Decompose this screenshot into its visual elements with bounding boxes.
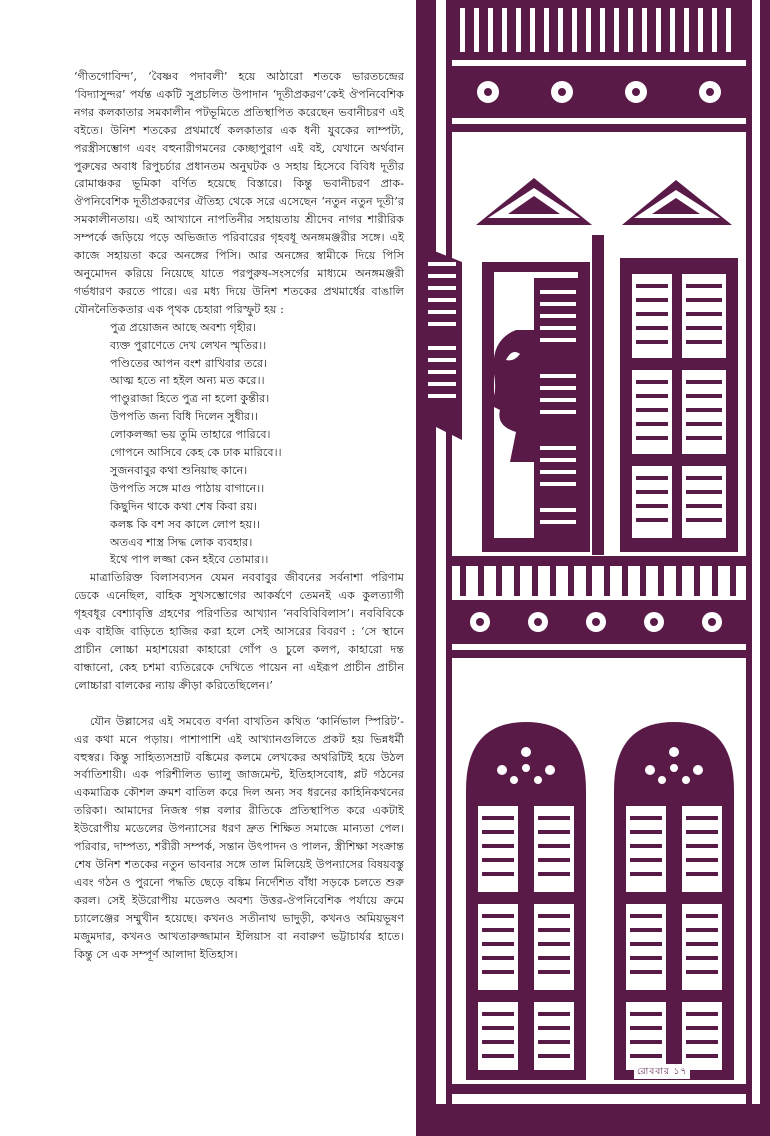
- poem-line: পাণ্ডুরাজা হিতে পুত্র না হলো কুন্তীর।: [110, 392, 270, 406]
- poem-line: কিছুদিন থাকে কথা শেষ কিবা রয়।: [110, 499, 258, 513]
- page-folio: রোববার ১৭: [634, 1064, 690, 1079]
- poem-line: গোপনে আসিবে কেহ কে ঢাক মারিবে।।: [110, 446, 282, 460]
- facade-left-edge: [416, 0, 436, 1136]
- poem-line: অতএব শাস্ত্র সিদ্ধ লোক ব্যবহার।: [110, 535, 253, 549]
- poem-line: পুত্র প্রয়োজন আছে অবশ্য গৃহীর।: [110, 320, 257, 334]
- poem-line: ব্যক্ত পুরাণেতে দেখ লেখন স্মৃতির।।: [110, 338, 267, 352]
- poem-line: লোকলজ্জা ভয় তুমি তাহারে পারিবে।: [110, 428, 271, 442]
- article-text-column: [74, 68, 404, 963]
- balcony-rail: [452, 556, 746, 566]
- poem-block: [110, 319, 404, 570]
- poem-line: সুজনবাবুর কথা শুনিয়াছ কানে।: [110, 463, 248, 477]
- poem-line: উপপতি জন্য বিধি দিলেন সুধীর।।: [110, 410, 259, 424]
- facade-right-edge: [760, 0, 770, 1136]
- article-paragraph-3: যৌন উল্লাসের এই সমবেত বর্ণনা বাখতিন কথিত ‘কার্নিভাল স্পিরিট’-এর কথা মনে পড়ায়। পাশাপাশি এই আখ্যানগুলিতে প্রকট হয় ভিন্নধর্মী বহুস্বর। কিন্তু সাহিত্যসম্রাট বঙ্কিমের কলমে লেখকের অথরিটিই হয়ে উঠল সর্বাতিশায়ী। এক পরিশীলিত ভ্যালু জাজমেন্ট, ইতিহাসবোধ, প্লট গঠনের একমাত্রিক কৌশল ক্রমশ বাতিল করে দিল অন্য সব ধরনের কাহিনিকথনের তরিকা। আমাদের নিজস্ব গল্প বলার রীতিকে প্রতিস্থাপিত করে একটাই ইউরোপীয় মডেলের উপন্যাসের ধরণ দ্রুত শিক্ষিত সমাজে মান্যতা পেল। পরিবার, দাম্পত্য, শরীরী সম্পর্ক, সন্তান উৎপাদন ও পালন, স্ত্রীশিক্ষা সংক্রান্ত শেষ উনিশ শতকের নতুন ভাবনার সঙ্গে তাল মিলিয়েই উপন্যাসের বিষয়বস্তু এবং গঠন ও পুরনো পদ্ধতি ছেড়ে বঙ্কিম নির্দেশিত বাঁধা সড়কে চলতে শুরু করল। সেই ইউরোপীয় মডেলও অবশ্য উত্তর-ঔপনিবেশিক পর্যায়ে ক্রমে চ্যালেঞ্জের সম্মুখীন হয়েছে। কখনও সতীনাথ ভাদুড়ী, কখনও অমিয়ভূষণ মজুমদার, কখনও আখতারুজ্জামান ইলিয়াস বা নবারুণ ভট্টাচার্যর হাতে। কিন্তু সে এক সম্পূর্ণ আলাদা ইতিহাস।: [74, 714, 404, 961]
- poem-line: উপপতি সঙ্গে মাগু পাঠায় বাগানে।।: [110, 481, 265, 495]
- article-paragraph-1: ‘গীতগোবিন্দ’, ‘বৈষ্ণব পদাবলী’ হয়ে আঠারো শতকে ভারতচন্দ্রের ‘বিদ্যাসুন্দর’ পর্যন্ত একটি সুপ্রচলিত উপাদান ‘দূতীপ্রকরণ’কেই ঔপনিবেশিক নগর কলকাতার সমকালীন পটভূমিতে প্রতিস্থাপিত করেছেন ভবানীচরণ এই বইতে। উনিশ শতকের প্রথমার্ধে কলকাতার এক ধনী যুবকের লাম্পট্য, পরস্ত্রীসম্ভোগ এবং বহুনারীগমনের কেচ্ছাপুরাণ এই বই, যেখানে অর্থবান পুরুষের অবাধ রিপুচর্চার প্রধানতম অনুঘটক ও সহায় হিসেবে বিবিধ দূতীর রোমাঞ্চকর ভূমিকা বর্ণিত হয়েছে বিস্তারে। কিন্তু ভবানীচরণ প্রাক-ঔপনিবেশিক দূতীপ্রকরণের ঐতিহ্য থেকে সরে এসেছেন ‘নতুন নতুন দূতী’র সমকালীনতায়। এই আখ্যানে নাপতিনীর সহায়তায় শ্রীদেব নাগর শারীরিক সম্পর্কে জড়িয়ে পড়ে অভিজাত পরিবারের গৃহবধূ অনঙ্গমঞ্জরীর সঙ্গে। এই কাজে সহায়তা করে অনঙ্গের পিসি। আর অনঙ্গের স্বামীকে দিয়ে পিসি অনুমোদন করিয়ে নিয়েছে যাতে পরপুরুষ-সংসর্গের মাধ্যমে অনঙ্গমঞ্জরী গর্ভধারণ করতে পারে। এর মধ্য দিয়ে উনিশ শতকের প্রথমার্ধের বাঙালি যৌননৈতিকতার এক পৃথক চেহারা পরিস্ফুট হয় :: [74, 70, 404, 316]
- article-paragraph-2: মাত্রাতিরিক্ত বিলাসব্যসন যেমন নববাবুর জীবনের সর্বনাশা পরিণাম ডেকে এনেছিল, বাহিক সুখসম্ভোগের আকর্ষণে তেমনই এক কুলত্যাগী গৃহবধূর বেশ্যাবৃত্তি গ্রহণের পরিণতির আখ্যান ‘নববিবিবিলাস’। নববিবিকে এক বাইজি বাড়িতে হাজির করা হলে সেই আসরের বিবরণ : ‘সে স্থানে প্রাচীন লোচ্চা মহাশয়েরা কাহারো গোঁপ ও চুলে কলপ, কাহারো দন্ত বান্ধানো, কেহ চশমা ব্যতিরেকে দেখিতে পায়েন না এইরূপ প্রাচীন প্রাচীন লোচ্চারা বালকের ন্যায় ক্রীড়া করিতেছিলেন।’: [74, 571, 404, 692]
- woodcut-illustration: [416, 0, 770, 1136]
- poem-line: কলঙ্ক কি বশ সব কালে লোপ হয়।।: [110, 517, 261, 531]
- poem-line: পণ্ডিতের আপন বংশ রাখিবার তরে।: [110, 356, 268, 370]
- facade-base: [416, 1104, 770, 1136]
- paragraph-gap: [74, 695, 404, 713]
- poem-line: ইথে পাপ লজ্জা কেন হইবে তোমার।।: [110, 553, 269, 567]
- poem-line: আত্ম হতে না হইল অন্য মত করে।।: [110, 374, 265, 388]
